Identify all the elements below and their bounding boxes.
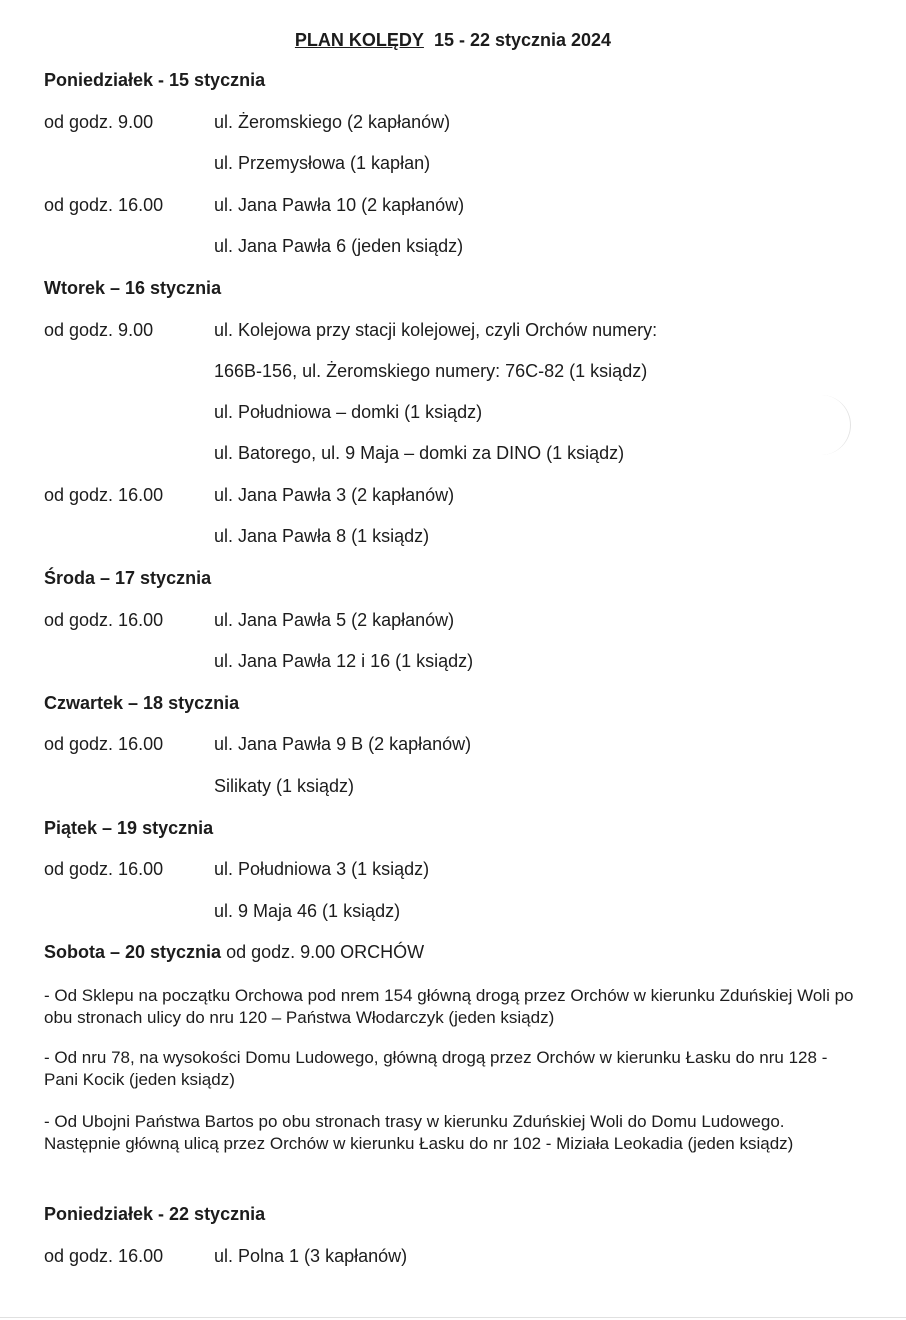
- scan-artifact: [800, 395, 851, 455]
- time-label: od godz. 16.00: [44, 1246, 164, 1266]
- day-heading-monday-22: Poniedziałek - 22 stycznia: [44, 1204, 266, 1224]
- day-heading-wednesday-17: Środa – 17 stycznia: [44, 568, 212, 588]
- address-line: ul. Jana Pawła 6 (jeden ksiądz): [214, 236, 464, 256]
- time-label: od godz. 9.00: [44, 320, 154, 340]
- address-line: ul. Batorego, ul. 9 Maja – domki za DINO (1 ksiądz): [214, 443, 625, 463]
- address-line: ul. Jana Pawła 12 i 16 (1 ksiądz): [214, 651, 474, 671]
- address-line: ul. Jana Pawła 5 (2 kapłanów): [214, 610, 455, 630]
- title-dates: 15 - 22 stycznia 2024: [433, 30, 612, 50]
- route-paragraph: - Od nru 78, na wysokości Domu Ludowego, główną drogą przez Orchów w kierunku Łasku do nru 128 - Pani Kocik (jeden ksiądz): [44, 1048, 828, 1089]
- day-heading-friday-19: Piątek – 19 stycznia: [44, 818, 214, 838]
- time-label: od godz. 9.00: [44, 112, 154, 132]
- page-edge-line: [0, 1317, 906, 1318]
- saturday-heading-text: Sobota – 20 stycznia: [44, 942, 222, 962]
- time-label: od godz. 16.00: [44, 485, 164, 505]
- time-label: od godz. 16.00: [44, 859, 164, 879]
- address-line: ul. 9 Maja 46 (1 ksiądz): [214, 901, 401, 921]
- time-label: od godz. 16.00: [44, 195, 164, 215]
- day-heading-saturday-20: [44, 942, 424, 963]
- saturday-heading-suffix: od godz. 9.00 ORCHÓW: [221, 942, 425, 962]
- route-paragraph: - Od Ubojni Państwa Bartos po obu stronach trasy w kierunku Zduńskiej Woli do Domu Ludowego. Następnie główną ulicą przez Orchów w kierunku Łasku do nr 102 - Miziała Leokadia (jeden ksiądz): [44, 1112, 794, 1153]
- time-label: od godz. 16.00: [44, 610, 164, 630]
- address-line: ul. Południowa 3 (1 ksiądz): [214, 859, 430, 879]
- route-paragraph: - Od Sklepu na początku Orchowa pod nrem 154 główną drogą przez Orchów w kierunku Zduńskiej Woli po obu stronach ulicy do nru 120 – Państwa Włodarczyk (jeden ksiądz): [44, 986, 854, 1027]
- title-main: PLAN KOLĘDY: [294, 30, 424, 50]
- address-line: 166B-156, ul. Żeromskiego numery: 76C-82 (1 ksiądz): [214, 361, 648, 381]
- address-line: ul. Jana Pawła 10 (2 kapłanów): [214, 195, 465, 215]
- day-heading-monday-15: Poniedziałek - 15 stycznia: [44, 70, 266, 90]
- address-line: ul. Jana Pawła 8 (1 ksiądz): [214, 526, 430, 546]
- page-title: [0, 30, 906, 51]
- address-line: ul. Kolejowa przy stacji kolejowej, czyli Orchów numery:: [214, 320, 658, 340]
- address-line: ul. Polna 1 (3 kapłanów): [214, 1246, 408, 1266]
- day-heading-thursday-18: Czwartek – 18 stycznia: [44, 693, 240, 713]
- address-line: ul. Jana Pawła 9 B (2 kapłanów): [214, 734, 472, 754]
- day-heading-tuesday-16: Wtorek – 16 stycznia: [44, 278, 222, 298]
- address-line: ul. Jana Pawła 3 (2 kapłanów): [214, 485, 455, 505]
- address-line: ul. Przemysłowa (1 kapłan): [214, 153, 431, 173]
- time-label: od godz. 16.00: [44, 734, 164, 754]
- address-line: ul. Żeromskiego (2 kapłanów): [214, 112, 451, 132]
- address-line: ul. Południowa – domki (1 ksiądz): [214, 402, 483, 422]
- address-line: Silikaty (1 ksiądz): [214, 776, 355, 796]
